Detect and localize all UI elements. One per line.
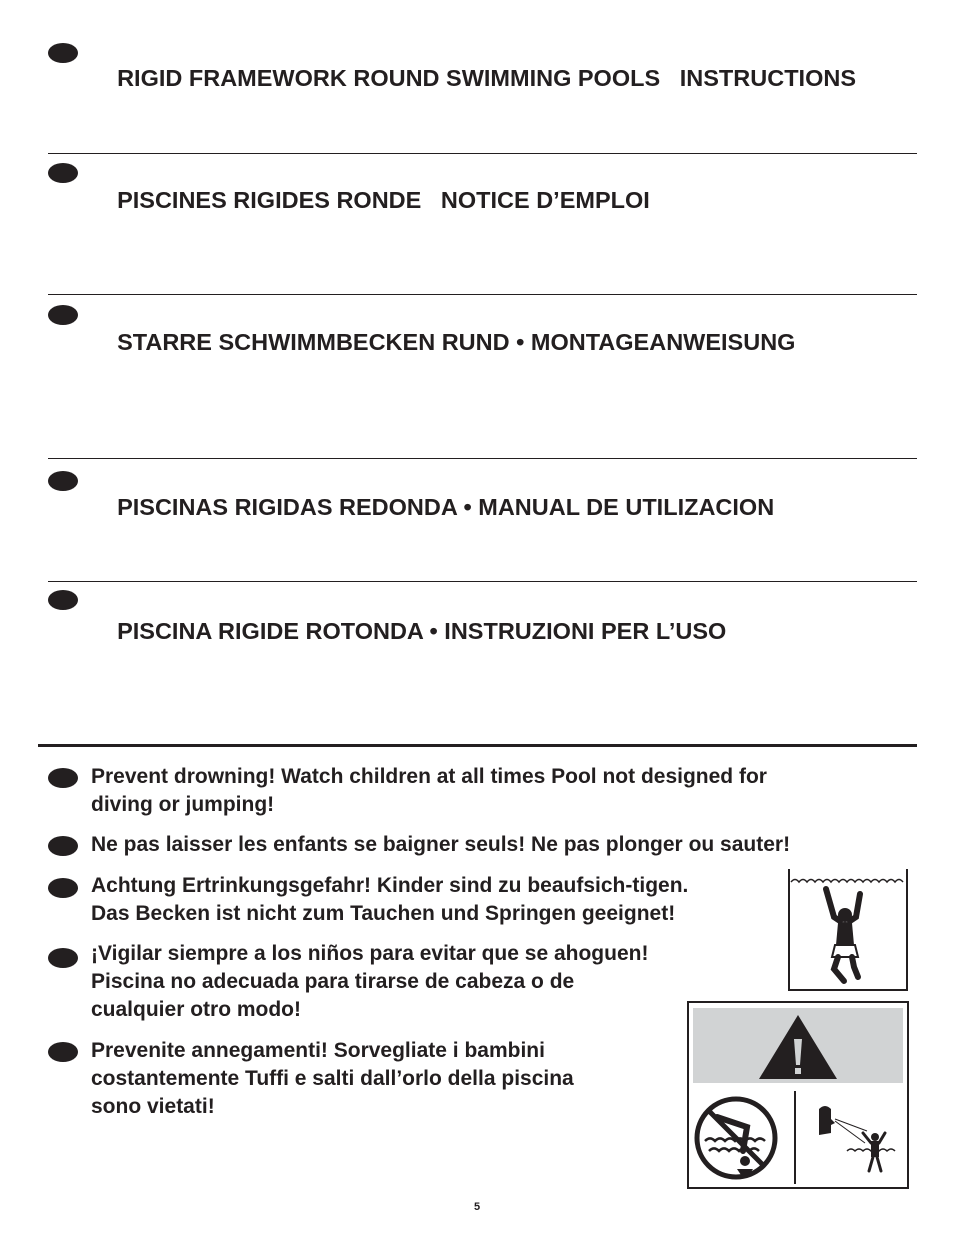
warning-spanish xyxy=(91,940,648,1024)
page-number: 5 xyxy=(473,1201,481,1213)
no-diving-icon xyxy=(697,1099,775,1177)
warning-line: cualquier otro modo! xyxy=(91,998,301,1021)
warning-bullet xyxy=(48,836,78,856)
section-divider xyxy=(48,153,917,154)
heading-english xyxy=(104,38,856,92)
heading-subtitle: NOTICE D’EMPLOI xyxy=(440,187,650,213)
warning-line: sono vietati! xyxy=(91,1095,215,1118)
heading-title: PISCINA RIGIDE ROTONDA • INSTRUZIONI PER L’USO xyxy=(117,618,727,644)
heading-bullet xyxy=(48,305,78,325)
safety-warning-panel xyxy=(687,1001,909,1189)
child-in-water-icon xyxy=(788,869,908,992)
warning-line: Prevent drowning! Watch children at all times Pool not designed for xyxy=(91,765,767,788)
heading-title: RIGID FRAMEWORK ROUND SWIMMING POOLS xyxy=(117,65,661,91)
heading-italian xyxy=(104,591,726,645)
heading-bullet xyxy=(48,471,78,491)
heading-bullet xyxy=(48,163,78,183)
heading-title: PISCINAS RIGIDAS REDONDA • MANUAL DE UTILIZACION xyxy=(117,494,775,520)
heading-bullet xyxy=(48,43,78,63)
warning-line: Ne pas laisser les enfants se baigner seuls! Ne pas plonger ou sauter! xyxy=(91,833,791,856)
heading-title: STARRE SCHWIMMBECKEN RUND • MONTAGEANWEISUNG xyxy=(117,329,796,355)
warning-line: Das Becken ist nicht zum Tauchen und Springen geeignet! xyxy=(91,902,676,925)
section-divider-thick xyxy=(38,744,917,747)
warning-line: Piscina no adecuada para tirarse de cabeza o de xyxy=(91,970,575,993)
section-divider xyxy=(48,294,917,295)
heading-title: PISCINES RIGIDES RONDE xyxy=(117,187,422,213)
warning-line: Prevenite annegamenti! Sorvegliate i bambini xyxy=(91,1039,545,1062)
warning-french xyxy=(91,831,790,859)
heading-spanish xyxy=(104,467,774,521)
heading-subtitle: INSTRUCTIONS xyxy=(679,65,856,91)
warning-line: ¡Vigilar siempre a los niños para evitar que se ahoguen! xyxy=(91,942,649,965)
section-divider xyxy=(48,458,917,459)
warning-english xyxy=(91,763,767,819)
warning-bullet xyxy=(48,878,78,898)
warning-bullet xyxy=(48,1042,78,1062)
warning-german xyxy=(91,872,688,928)
section-divider xyxy=(48,581,917,582)
heading-german xyxy=(104,302,795,356)
warning-bullet xyxy=(48,948,78,968)
warning-line: costantemente Tuffi e salti dall’orlo della piscina xyxy=(91,1067,574,1090)
heading-french xyxy=(104,160,650,214)
warning-line: diving or jumping! xyxy=(91,793,275,816)
heading-bullet xyxy=(48,590,78,610)
warning-line: Achtung Ertrinkungsgefahr! Kinder sind zu beaufsich-tigen. xyxy=(91,874,689,897)
warning-italian xyxy=(91,1037,574,1121)
warning-bullet xyxy=(48,768,78,788)
